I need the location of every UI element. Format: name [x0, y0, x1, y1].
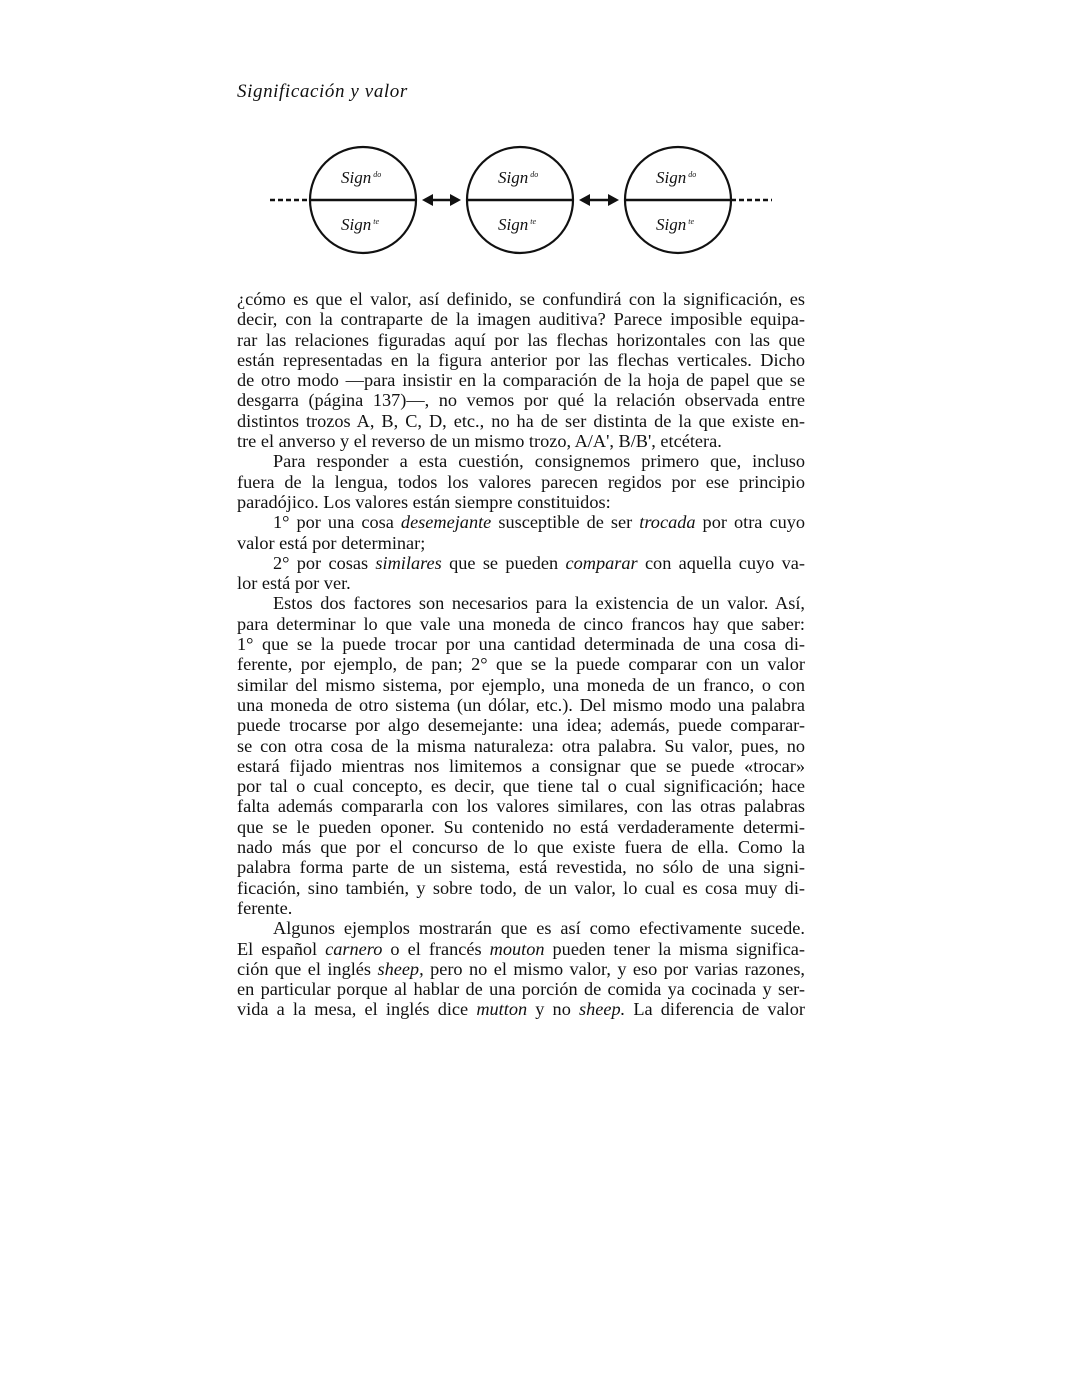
text-segment: ferente.: [237, 897, 293, 918]
text-segment: tre el anverso y el reverso de un mismo trozo, A/A', B/B', etcétera.: [237, 431, 722, 452]
bottom-sign-label: [341, 215, 379, 234]
arrow-head-left: [579, 194, 590, 206]
text-segment: La diferencia de valor: [625, 999, 805, 1020]
text-segment: El español: [237, 938, 326, 959]
text-segment: ferente, por ejemplo, de pan; 2° que se la puede comparar con un valor: [237, 654, 805, 675]
sign-text: Sign: [498, 215, 529, 234]
text-segment: de otro modo —para insistir en la comparación de la hoja de papel que se: [237, 370, 805, 391]
text-line: [237, 492, 805, 512]
text-line: [237, 370, 805, 390]
text-segment: por otra cuyo: [695, 512, 805, 533]
text-segment: y no: [527, 999, 579, 1020]
text-segment: falta además compararla con los valores similares, con las otras palabras: [237, 796, 805, 817]
text-line: [237, 918, 805, 938]
text-line: [237, 776, 805, 796]
text-line: [237, 472, 805, 492]
text-segment: puede trocarse por algo desemejante: una idea; además, puede comparar-: [237, 715, 805, 736]
text-line: [237, 756, 805, 776]
text-line: [237, 654, 805, 674]
italic-text: sheep.: [579, 999, 626, 1020]
text-line: [237, 289, 805, 309]
text-line: [237, 979, 805, 999]
text-segment: ción que el inglés: [237, 958, 378, 979]
text-line: [237, 898, 805, 918]
text-segment: 2° por cosas: [273, 552, 376, 573]
text-segment: 1° por una cosa: [273, 512, 401, 533]
text-segment: en particular porque al hablar de una porción de comida ya cocinada y ser-: [237, 979, 805, 1000]
sign-superscript: do: [530, 170, 539, 179]
text-segment: susceptible de ser: [491, 512, 640, 533]
text-line: [237, 796, 805, 816]
text-segment: con aquella cuyo va-: [637, 552, 805, 573]
text-segment: para determinar lo que vale una moneda de cinco francos hay que saber:: [237, 613, 805, 634]
text-segment: lor está por ver.: [237, 573, 351, 594]
text-line: [237, 431, 805, 451]
sign-text: Sign: [341, 168, 372, 187]
text-line: [237, 857, 805, 877]
text-line: [237, 593, 805, 613]
sign-text: Sign: [656, 215, 687, 234]
sign-superscript: te: [530, 217, 537, 226]
text-line: [237, 715, 805, 735]
text-line: [237, 411, 805, 431]
sign-value-diagram: [260, 140, 780, 265]
text-line: [237, 350, 805, 370]
text-line: [237, 736, 805, 756]
text-segment: pueden tener la misma significa-: [544, 938, 806, 959]
running-head: Significación y valor: [237, 81, 408, 102]
text-segment: una moneda de otro sistema (un dólar, etc.). Del mismo modo una palabra: [237, 694, 805, 715]
sign-superscript: te: [688, 217, 695, 226]
text-line: [237, 451, 805, 471]
bottom-sign-label: [656, 215, 694, 234]
text-segment: palabra forma parte de un sistema, está revestida, no sólo de una signi-: [237, 857, 805, 878]
text-segment: pero no el mismo valor, y eso por varias razones,: [423, 958, 805, 979]
italic-text: trocada: [639, 512, 696, 533]
text-segment: desgarra (página 137)—, no vemos por qué la relación observada entre: [237, 390, 805, 411]
italic-text: sheep,: [377, 958, 424, 979]
text-segment: o el francés: [382, 938, 490, 959]
text-line: [237, 675, 805, 695]
sign-text: Sign: [656, 168, 687, 187]
text-segment: nado más que por el concurso de lo que existe fuera de ella. Como la: [237, 837, 805, 858]
italic-text: comparar: [565, 552, 638, 573]
text-line: [237, 533, 805, 553]
text-line: [237, 330, 805, 350]
text-segment: estará fijado mientras nos limitemos a consignar que se puede «trocar»: [237, 755, 805, 776]
top-sign-label: [498, 168, 538, 187]
text-line: [237, 634, 805, 654]
text-segment: paradójico. Los valores están siempre constituidos:: [237, 491, 611, 512]
text-segment: ficación, sino también, y sobre todo, de un valor, lo cual es cosa muy di-: [237, 877, 805, 898]
text-segment: 1° que se la puede trocar por una cantidad determinada de una cosa di-: [237, 634, 805, 655]
italic-text: carnero: [325, 938, 383, 959]
text-segment: ¿cómo es que el valor, así definido, se confundirá con la significación, es: [237, 289, 805, 309]
text-segment: valor está por determinar;: [237, 532, 426, 553]
text-line: [237, 817, 805, 837]
italic-text: similares: [375, 552, 442, 573]
text-segment: rar las relaciones figuradas aquí por las flechas horizontales con las que: [237, 329, 805, 350]
text-segment: Para responder a esta cuestión, consignemos primero que, incluso: [273, 451, 805, 472]
italic-text: desemejante: [400, 512, 492, 533]
italic-text: mutton: [476, 999, 528, 1020]
arrow-head-right: [450, 194, 461, 206]
sign-text: Sign: [341, 215, 372, 234]
text-segment: están representadas en la figura anterior por las flechas verticales. Dicho: [237, 349, 805, 370]
text-segment: similar del mismo sistema, por ejemplo, una moneda de un franco, o con: [237, 674, 805, 695]
text-line: [237, 959, 805, 979]
text-line: [237, 573, 805, 593]
top-sign-label: [341, 168, 381, 187]
text-line: [237, 695, 805, 715]
text-line: [237, 309, 805, 329]
arrow-head-right: [608, 194, 619, 206]
body-text: [237, 289, 805, 1020]
text-segment: por tal o cual concepto, es decir, que tiene tal o cual significación; hace: [237, 776, 805, 797]
text-segment: se con otra cosa de la misma naturaleza: otra palabra. Su valor, pues, no: [237, 735, 805, 756]
text-line: [237, 553, 805, 573]
sign-text: Sign: [498, 168, 529, 187]
text-segment: vida a la mesa, el inglés dice: [237, 999, 477, 1020]
text-segment: que se le pueden oponer. Su contenido no está verdaderamente determi-: [237, 816, 805, 837]
arrow-head-left: [422, 194, 433, 206]
top-sign-label: [656, 168, 696, 187]
italic-text: mouton: [489, 938, 545, 959]
sign-superscript: do: [688, 170, 697, 179]
text-line: [237, 512, 805, 532]
text-segment: Algunos ejemplos mostrarán que es así como efectivamente sucede.: [273, 918, 805, 939]
sign-superscript: do: [373, 170, 382, 179]
text-line: [237, 999, 805, 1019]
text-segment: distintos trozos A, B, C, D, etc., no ha de ser distinta de la que existe en-: [237, 410, 805, 431]
diagram-svg: [260, 140, 780, 265]
text-line: [237, 939, 805, 959]
text-line: [237, 837, 805, 857]
text-segment: fuera de la lengua, todos los valores parecen regidos por ese principio: [237, 471, 805, 492]
text-segment: Estos dos factores son necesarios para la existencia de un valor. Así,: [273, 593, 805, 614]
text-line: [237, 878, 805, 898]
sign-superscript: te: [373, 217, 380, 226]
text-segment: que se pueden: [441, 552, 566, 573]
text-line: [237, 614, 805, 634]
text-segment: decir, con la contraparte de la imagen auditiva? Parece imposible equipa-: [237, 309, 805, 330]
text-line: [237, 390, 805, 410]
bottom-sign-label: [498, 215, 536, 234]
